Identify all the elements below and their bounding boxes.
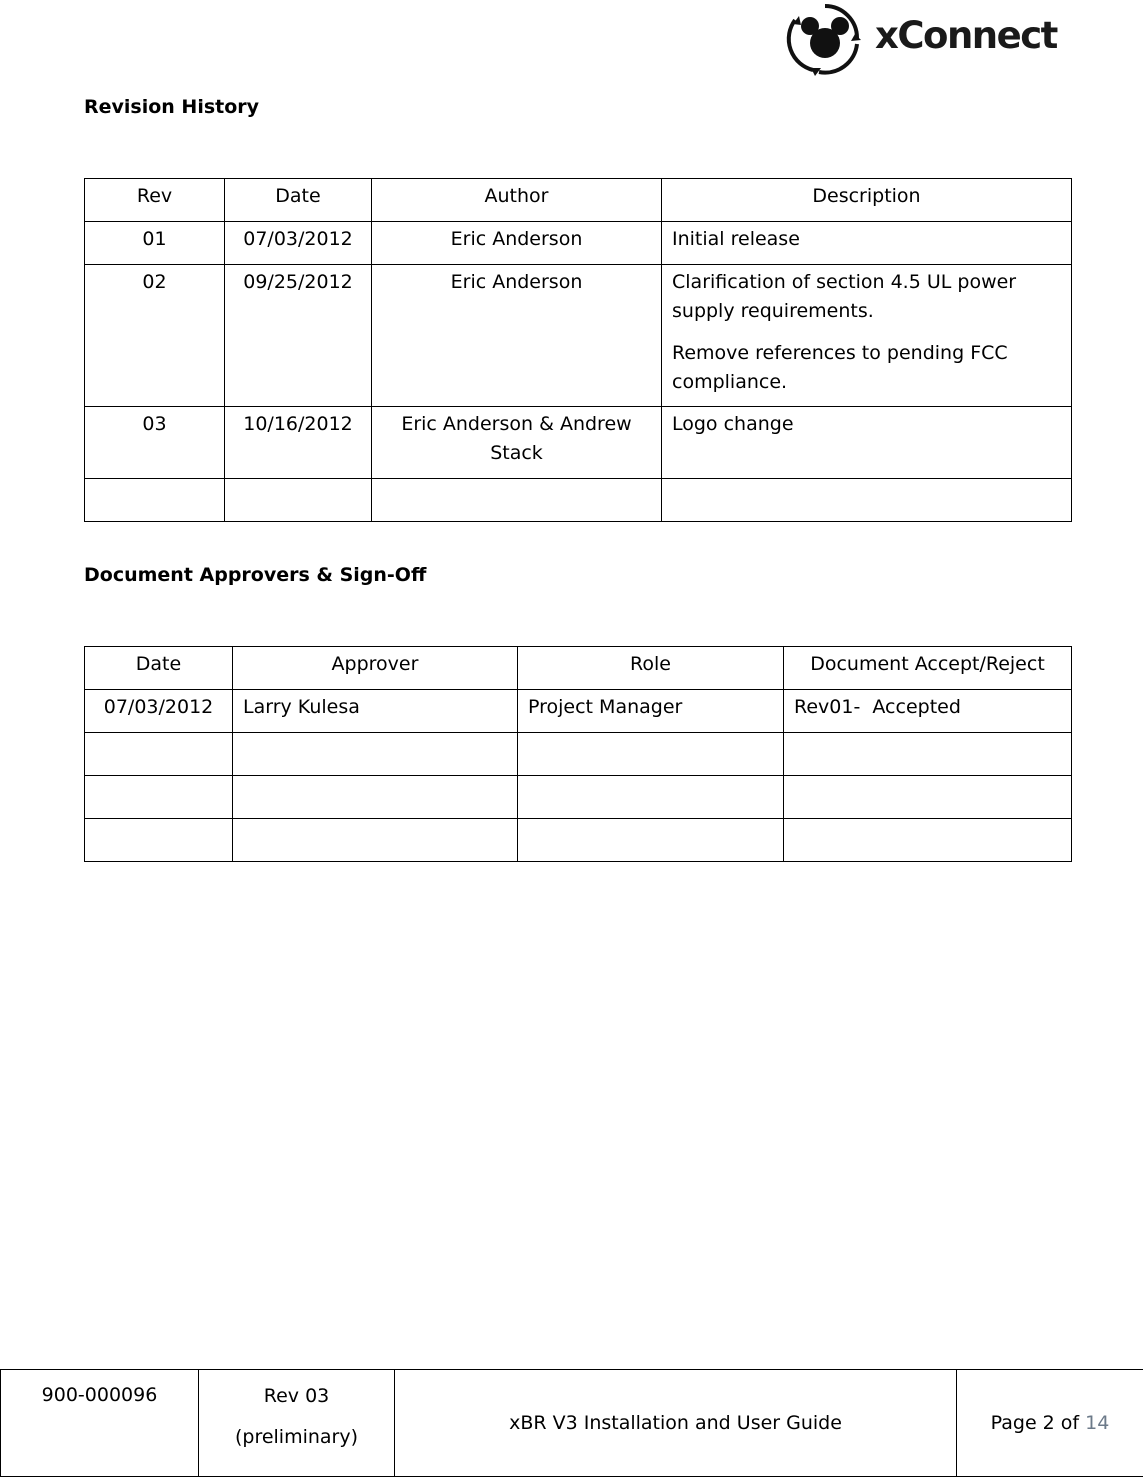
description-text: Initial release xyxy=(672,228,800,250)
status-cell: Rev01- Accepted xyxy=(784,690,1072,733)
empty-cell xyxy=(85,733,233,776)
logo-wordmark: xConnect xyxy=(875,14,1057,57)
empty-cell xyxy=(225,479,372,522)
empty-cell xyxy=(85,479,225,522)
revision-label: Rev 03 xyxy=(263,1385,330,1407)
description-cell xyxy=(662,222,1072,265)
approver-cell: Larry Kulesa xyxy=(233,690,518,733)
description-text: Remove references to pending FCC compliance. xyxy=(672,342,1008,393)
empty-cell xyxy=(662,479,1072,522)
approvers-heading: Document Approvers & Sign-Off xyxy=(84,564,427,586)
xconnect-logo xyxy=(785,0,1060,80)
doc-number: 900-000096 xyxy=(1,1370,199,1477)
empty-table-row xyxy=(85,733,1072,776)
empty-cell xyxy=(518,733,784,776)
approvers-table xyxy=(84,646,1072,862)
empty-cell xyxy=(784,733,1072,776)
empty-cell xyxy=(85,776,233,819)
column-header-rev: Rev xyxy=(85,179,225,222)
rev-cell: 03 xyxy=(85,407,225,479)
table-row xyxy=(85,222,1072,265)
empty-table-row xyxy=(85,479,1072,522)
table-header-row xyxy=(85,647,1072,690)
column-header-date: Date xyxy=(225,179,372,222)
mickey-head-cycle-icon xyxy=(785,0,865,80)
description-cell xyxy=(662,407,1072,479)
table-row xyxy=(85,690,1072,733)
empty-cell xyxy=(233,819,518,862)
author-cell: Eric Anderson & Andrew Stack xyxy=(372,407,662,479)
rev-cell: 01 xyxy=(85,222,225,265)
column-header-role: Role xyxy=(518,647,784,690)
table-row xyxy=(85,265,1072,407)
description-text: Clarification of section 4.5 UL power supply requirements. xyxy=(672,271,1017,322)
date-cell: 10/16/2012 xyxy=(225,407,372,479)
description-text: Logo change xyxy=(672,413,794,435)
column-header-accept-reject: Document Accept/Reject xyxy=(784,647,1072,690)
author-cell: Eric Anderson xyxy=(372,265,662,407)
empty-cell xyxy=(85,819,233,862)
table-row xyxy=(85,407,1072,479)
empty-cell xyxy=(518,819,784,862)
empty-cell xyxy=(233,776,518,819)
empty-cell xyxy=(233,733,518,776)
page-footer xyxy=(0,1369,1143,1477)
description-cell xyxy=(662,265,1072,407)
empty-cell xyxy=(518,776,784,819)
empty-table-row xyxy=(85,819,1072,862)
column-header-date: Date xyxy=(85,647,233,690)
column-header-description: Description xyxy=(662,179,1072,222)
date-cell: 07/03/2012 xyxy=(85,690,233,733)
empty-cell xyxy=(784,776,1072,819)
date-cell: 09/25/2012 xyxy=(225,265,372,407)
column-header-approver: Approver xyxy=(233,647,518,690)
empty-cell xyxy=(784,819,1072,862)
revision-history-table xyxy=(84,178,1072,522)
rev-cell: 02 xyxy=(85,265,225,407)
revision-cell xyxy=(199,1370,395,1477)
page-total: 14 xyxy=(1085,1412,1110,1434)
revision-history-heading: Revision History xyxy=(84,96,260,118)
empty-table-row xyxy=(85,776,1072,819)
column-header-author: Author xyxy=(372,179,662,222)
author-cell: Eric Anderson xyxy=(372,222,662,265)
table-header-row xyxy=(85,179,1072,222)
revision-status: (preliminary) xyxy=(234,1426,359,1448)
page-prefix: Page 2 of xyxy=(990,1412,1086,1434)
role-cell: Project Manager xyxy=(518,690,784,733)
empty-cell xyxy=(372,479,662,522)
date-cell: 07/03/2012 xyxy=(225,222,372,265)
doc-title: xBR V3 Installation and User Guide xyxy=(395,1370,957,1477)
page-number xyxy=(957,1370,1143,1477)
